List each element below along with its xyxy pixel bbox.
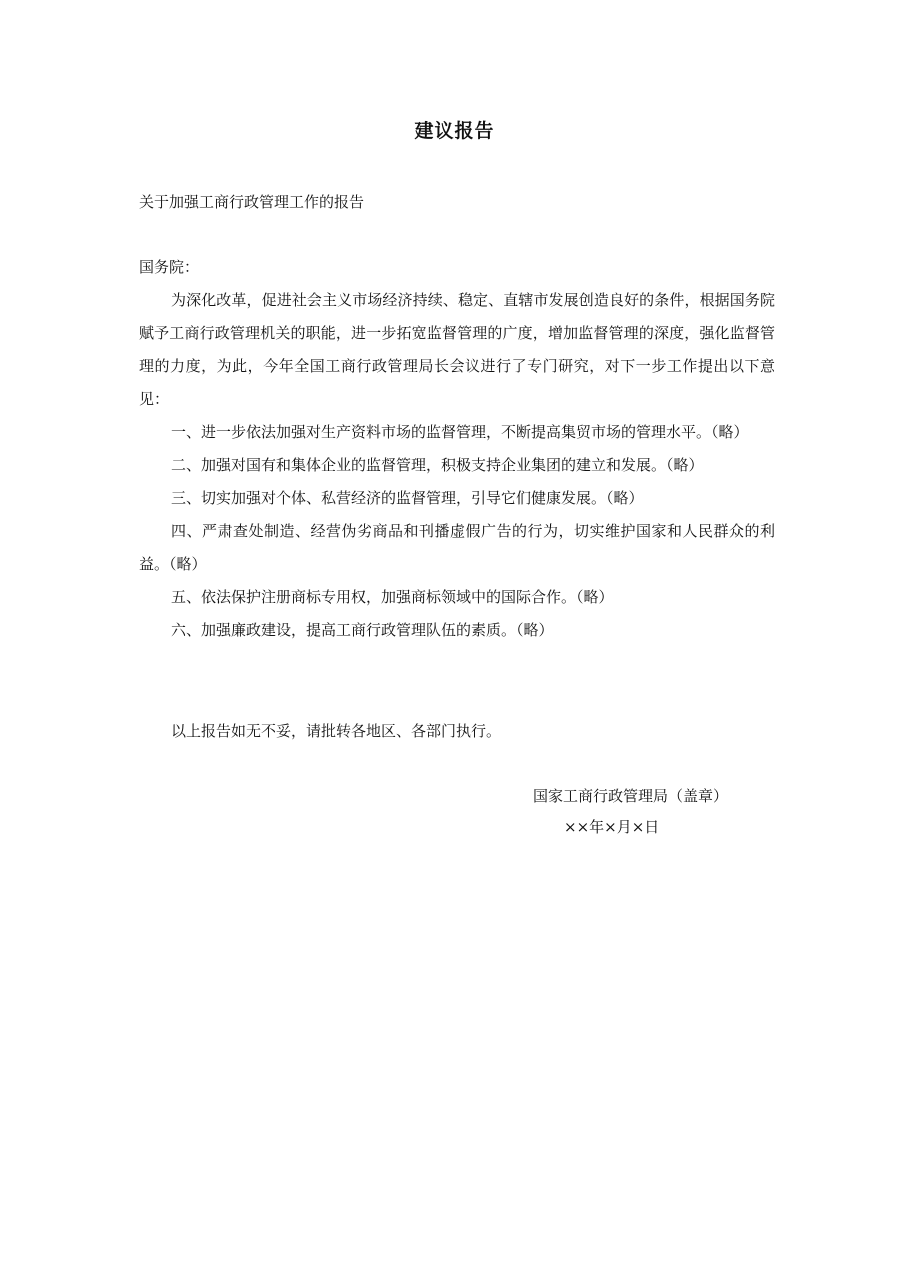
paragraph-intro: 为深化改革，促进社会主义市场经济持续、稳定、直辖市发展创造良好的条件，根据国务院赋予工商行政管理机关的职能，进一步拓宽监督管理的广度，增加监督管理的深度，强化监督管理的力度，为此，今年全国工商行政管理局长会议进行了专门研究，对下一步工作提出以下意见： <box>139 291 775 408</box>
paragraph-item-4: 四、严肃查处制造、经营伪劣商品和刊播虚假广告的行为，切实维护国家和人民群众的利益。（略） <box>139 522 775 573</box>
document-subject: 关于加强工商行政管理工作的报告 <box>139 193 365 211</box>
salutation: 国务院： <box>139 258 200 276</box>
paragraph-item-1: 一、进一步依法加强对生产资料市场的监督管理，不断提高集贸市场的管理水平。（略） <box>171 423 749 441</box>
document-title: 建议报告 <box>414 120 495 142</box>
paragraph-item-3: 三、切实加强对个体、私营经济的监督管理，引导它们健康发展。（略） <box>171 489 644 507</box>
document-date: ××年×月×日 <box>564 818 660 836</box>
paragraph-item-5: 五、依法保护注册商标专用权，加强商标领域中的国际合作。（略） <box>171 588 614 606</box>
document-body <box>139 284 775 647</box>
signer: 国家工商行政管理局（盖章） <box>533 787 729 805</box>
paragraph-item-6: 六、加强廉政建设，提高工商行政管理队伍的素质。（略） <box>171 621 554 639</box>
paragraph-item-2: 二、加强对国有和集体企业的监督管理，积极支持企业集团的建立和发展。（略） <box>171 456 704 474</box>
closing-paragraph: 以上报告如无不妥，请批转各地区、各部门执行。 <box>171 722 502 740</box>
